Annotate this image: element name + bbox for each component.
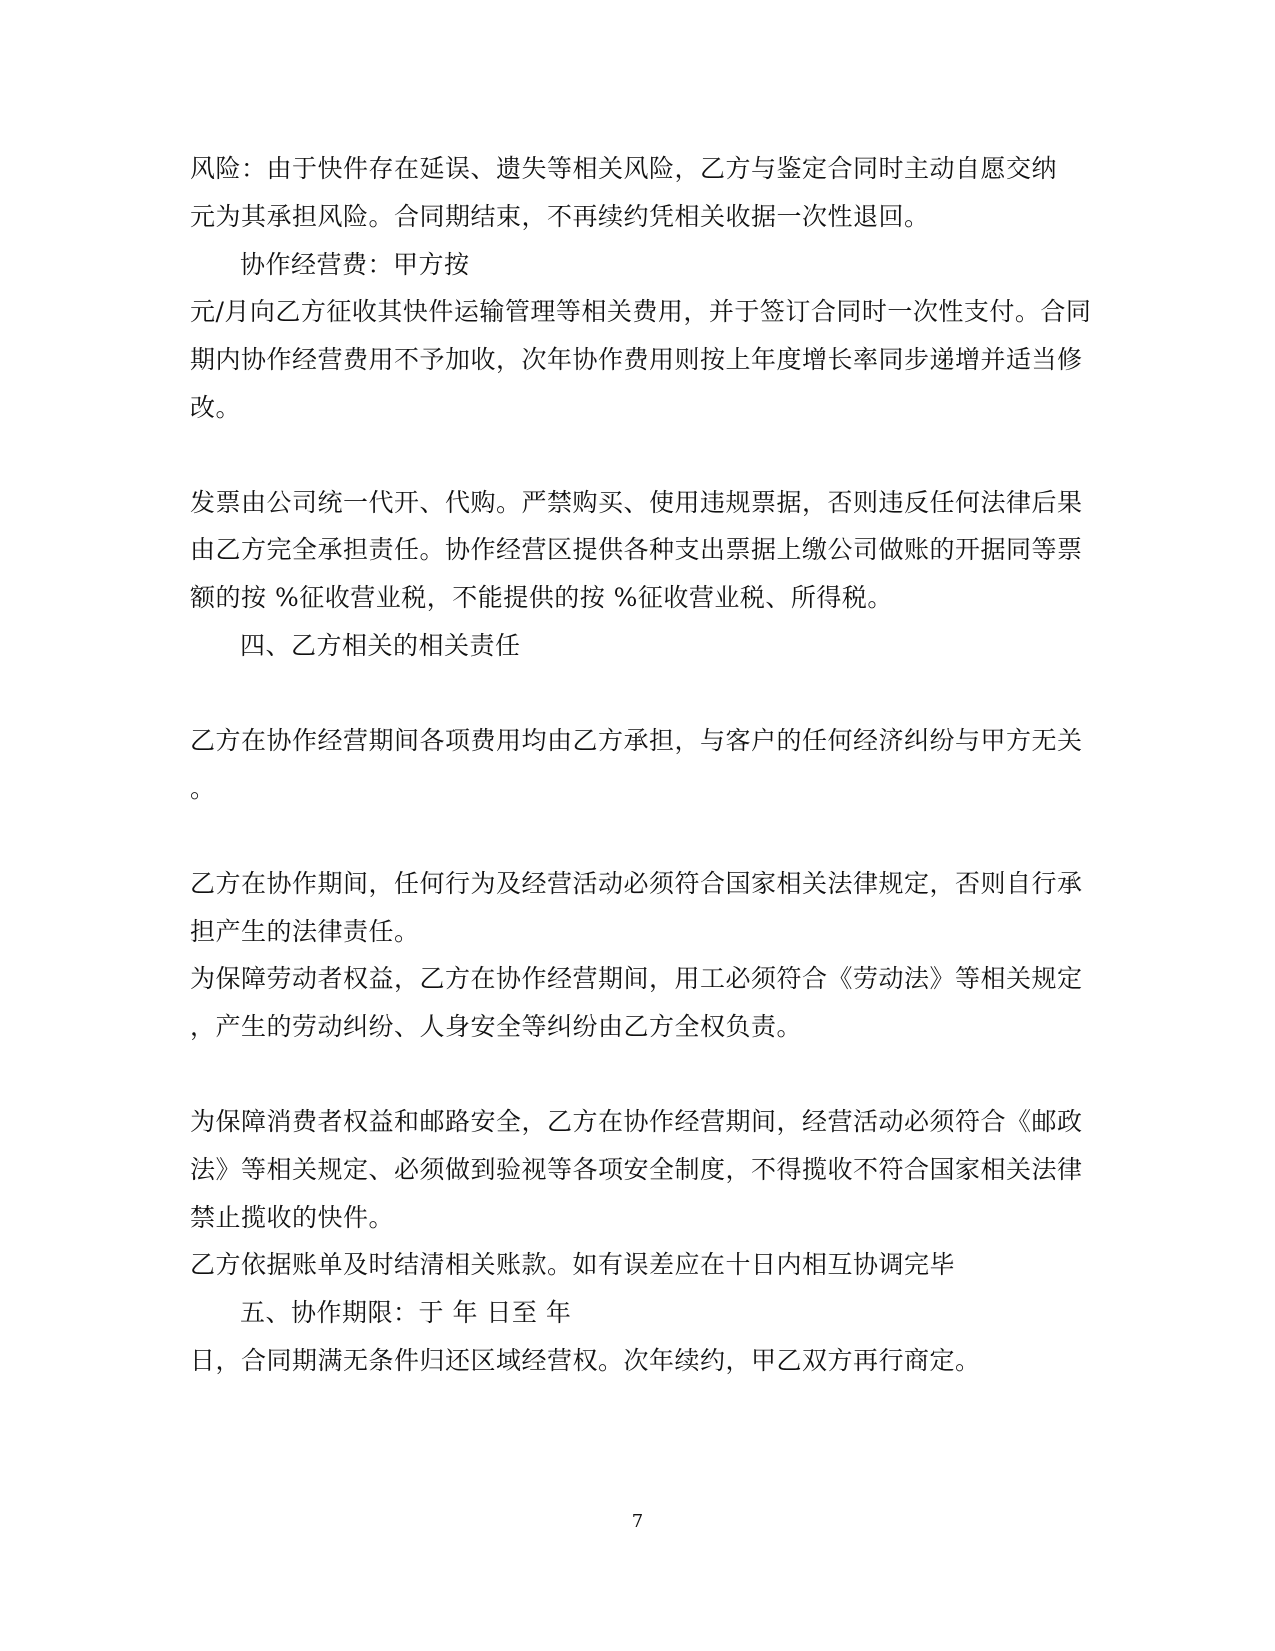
body-text-line: 协作经营费：甲方按 (240, 250, 470, 279)
body-text-line: 乙方依据账单及时结清相关账款。如有误差应在十日内相互协调完毕 (190, 1250, 956, 1279)
section-heading: 四、乙方相关的相关责任 (240, 631, 521, 660)
body-text-line: 日，合同期满无条件归还区域经营权。次年续约，甲乙双方再行商定。 (190, 1346, 981, 1375)
body-text-line: 改。 (190, 393, 242, 422)
body-text-line: 。 (190, 774, 216, 803)
body-text-line: 乙方在协作经营期间各项费用均由乙方承担，与客户的任何经济纠纷与甲方无关 (190, 726, 1083, 755)
body-text-line: 由乙方完全承担责任。协作经营区提供各种支出票据上缴公司做账的开据同等票 (190, 535, 1083, 564)
body-text-line: 元/月向乙方征收其快件运输管理等相关费用，并于签订合同时一次性支付。合同 (190, 297, 1092, 326)
body-text-line: ，产生的劳动纠纷、人身安全等纠纷由乙方全权负责。 (190, 1012, 803, 1041)
body-text-line: 额的按 %征收营业税，不能提供的按 %征收营业税、所得税。 (190, 583, 893, 612)
body-text-line: 元为其承担风险。合同期结束，不再续约凭相关收据一次性退回。 (190, 202, 930, 231)
body-text-line: 风险：由于快件存在延误、遗失等相关风险，乙方与鉴定合同时主动自愿交纳 (190, 154, 1058, 183)
page-number: 7 (631, 1511, 644, 1532)
body-text-line: 乙方在协作期间，任何行为及经营活动必须符合国家相关法律规定，否则自行承 (190, 869, 1083, 898)
body-text-line: 发票由公司统一代开、代购。严禁购买、使用违规票据，否则违反任何法律后果 (190, 488, 1083, 517)
body-text-line: 担产生的法律责任。 (190, 917, 420, 946)
body-text-line: 法》等相关规定、必须做到验视等各项安全制度，不得揽收不符合国家相关法律 (190, 1155, 1083, 1184)
body-text-line: 禁止揽收的快件。 (190, 1203, 395, 1232)
body-text-line: 为保障消费者权益和邮路安全，乙方在协作经营期间，经营活动必须符合《邮政 (190, 1107, 1083, 1136)
section-heading: 五、协作期限：于 年 日至 年 (240, 1298, 572, 1327)
body-text-line: 期内协作经营费用不予加收，次年协作费用则按上年度增长率同步递增并适当修 (190, 345, 1083, 374)
body-text-line: 为保障劳动者权益，乙方在协作经营期间，用工必须符合《劳动法》等相关规定 (190, 964, 1083, 993)
